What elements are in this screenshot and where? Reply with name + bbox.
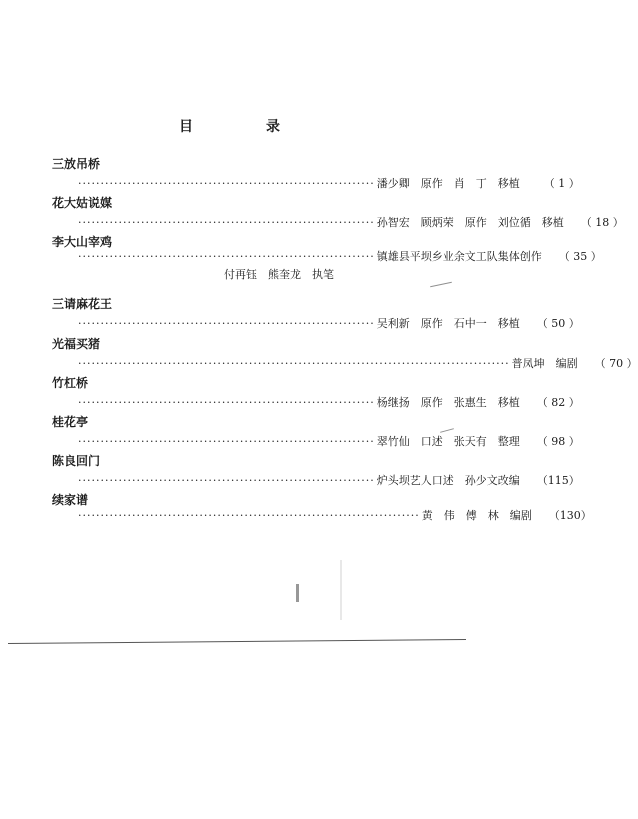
entry-page: （ 70 ） bbox=[594, 357, 638, 370]
toc-entry bbox=[52, 296, 580, 330]
leader-dots: ············································································ bbox=[78, 509, 420, 522]
scan-speck bbox=[340, 560, 342, 620]
entry-credit: 黄 伟 傅 林 编剧 bbox=[421, 509, 532, 522]
entry-page: （ 82 ） bbox=[536, 396, 580, 409]
entry-line bbox=[78, 509, 592, 523]
entry-title: 三放吊桥 bbox=[52, 157, 101, 171]
scan-speck bbox=[440, 428, 454, 433]
entry-line bbox=[78, 435, 580, 449]
leader-dots: ·································································· bbox=[78, 250, 375, 263]
leader-dots: ································································································ bbox=[78, 357, 510, 370]
entry-credit: 杨继扬 原作 张惠生 移植 bbox=[376, 396, 520, 409]
entry-line bbox=[78, 250, 602, 264]
toc-entry bbox=[52, 156, 580, 190]
leader-dots: ·································································· bbox=[78, 177, 375, 190]
entry-credit: 炉头坝艺人口述 孙少文改编 bbox=[376, 474, 520, 487]
entry-title: 陈良回门 bbox=[52, 454, 101, 468]
entry-page: （ 98 ） bbox=[536, 435, 580, 448]
entry-page: （ 1 ） bbox=[543, 177, 580, 190]
toc-entry bbox=[52, 375, 580, 409]
scan-speck bbox=[296, 584, 299, 602]
entry-title: 桂花亭 bbox=[52, 415, 89, 429]
leader-dots: ·································································· bbox=[78, 396, 375, 409]
entry-page: （ 18 ） bbox=[580, 216, 624, 229]
page-edge-line bbox=[8, 639, 466, 644]
entry-subcredit: 付再钰 熊奎龙 执笔 bbox=[224, 268, 334, 281]
entry-line bbox=[78, 357, 638, 371]
entry-credit: 吴利新 原作 石中一 移植 bbox=[376, 317, 520, 330]
entry-page: （115） bbox=[536, 474, 580, 487]
leader-dots: ·································································· bbox=[78, 317, 375, 330]
entry-credit: 镇雄县平坝乡业余文工队集体创作 bbox=[376, 250, 542, 263]
leader-dots: ·································································· bbox=[78, 435, 375, 448]
leader-dots: ·································································· bbox=[78, 474, 375, 487]
entry-page: （130） bbox=[548, 509, 592, 522]
entry-credit: 翠竹仙 口述 张天有 整理 bbox=[376, 435, 520, 448]
entry-credit: 孙智宏 顾炳荣 原作 刘位循 移植 bbox=[376, 216, 564, 229]
toc-entry bbox=[52, 414, 580, 448]
toc-entry bbox=[52, 453, 580, 487]
toc-entry bbox=[52, 492, 592, 522]
entry-title: 光福买猪 bbox=[52, 337, 101, 351]
entry-line bbox=[78, 216, 624, 230]
entry-line bbox=[78, 177, 580, 191]
entry-title: 续家谱 bbox=[52, 493, 89, 507]
entry-line bbox=[78, 474, 580, 488]
heading-char-2: 录 bbox=[266, 119, 280, 135]
toc-entry bbox=[52, 195, 624, 229]
entry-title: 李大山宰鸡 bbox=[52, 235, 113, 249]
entry-page: （ 50 ） bbox=[536, 317, 580, 330]
entry-title: 花大姑说媒 bbox=[52, 196, 113, 210]
toc-entry bbox=[52, 234, 602, 281]
heading-char-1: 目 bbox=[179, 119, 193, 135]
toc-entry bbox=[52, 336, 638, 370]
entry-title: 竹杠桥 bbox=[52, 376, 89, 390]
leader-dots: ·································································· bbox=[78, 216, 375, 229]
entry-line bbox=[78, 396, 580, 410]
entry-line bbox=[78, 317, 580, 331]
entry-title: 三请麻花王 bbox=[52, 297, 113, 311]
entry-credit: 普凤坤 编剧 bbox=[511, 357, 578, 370]
scan-speck bbox=[430, 282, 452, 288]
entry-credit: 潘少卿 原作 肖 丁 移植 bbox=[376, 177, 520, 190]
entry-page: （ 35 ） bbox=[558, 250, 602, 263]
